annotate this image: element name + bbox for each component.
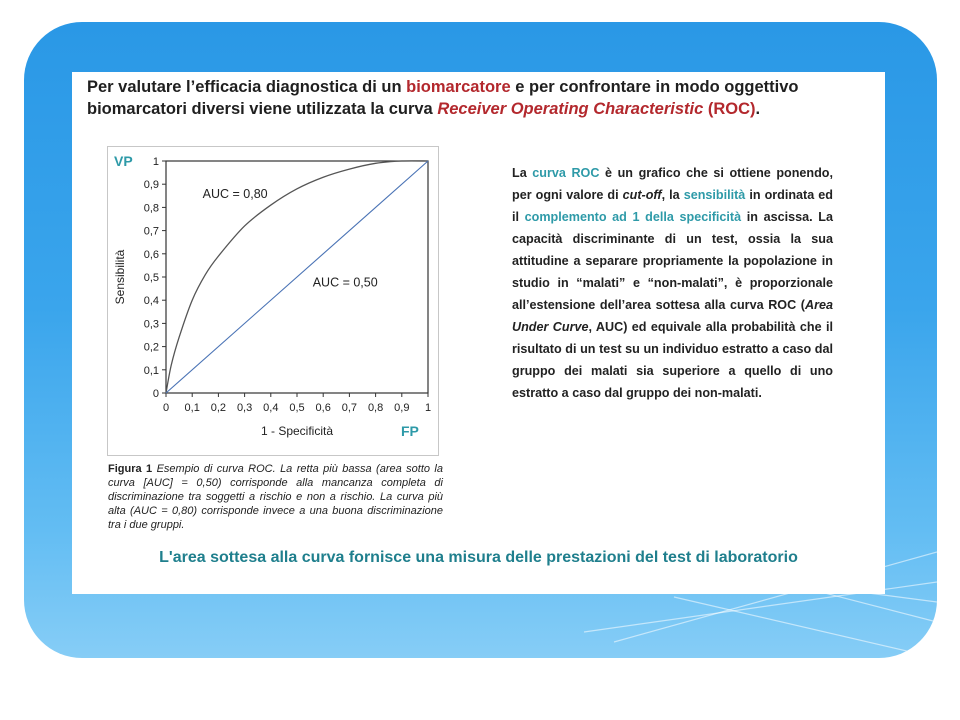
y-tick-label: 0,2 — [143, 341, 159, 354]
heading-highlight-roc: (ROC) — [703, 100, 756, 118]
x-tick-label: 0,6 — [315, 402, 331, 414]
x-corner-label: FP — [401, 423, 419, 439]
heading-highlight-roc-name: Receiver Operating Characteristic — [437, 100, 704, 118]
heading-highlight-biomarcatore: biomarcatore — [406, 78, 511, 96]
x-tick-label: 0,3 — [236, 402, 253, 414]
y-tick-label: 0,1 — [143, 364, 159, 377]
slide-content — [72, 72, 885, 594]
roc-chart-svg — [108, 147, 438, 455]
para-text: è un grafico che si ottiene ponendo, per ogni valore di — [512, 166, 834, 202]
heading-text-3: . — [755, 100, 761, 118]
roc-chart — [107, 146, 439, 456]
y-tick-label: 0,3 — [143, 318, 159, 331]
y-tick-label: 0 — [152, 388, 159, 400]
figure-caption — [108, 462, 443, 532]
y-tick-label: 1 — [152, 156, 159, 168]
y-axis-label: Sensibilità — [113, 249, 127, 305]
y-tick-label: 0,8 — [143, 202, 159, 215]
y-corner-label: VP — [114, 153, 133, 169]
para-highlight: complemento ad 1 della specificità — [524, 210, 742, 224]
caption-text: Esempio di curva ROC. La retta più bassa (area sotto la curva [AUC] = 0,50) corrisponde alla mancanza completa di discriminazione tra soggetti a rischio e non a rischio. La curva più alta (AUC = 0,80) corrisponde invece a una buona discriminazione tra i due gruppi. — [108, 463, 443, 531]
y-tick-label: 0,5 — [143, 272, 159, 284]
caption-label: Figura 1 — [108, 463, 153, 475]
para-text: in ascissa. La capacità discriminante di un test, ossia la sua attitudine a separare propriamente la popolazione in studio in “malati” e “non-malati”, è proporzionale all’estensione dell’area sottesa alla curva ROC ( — [512, 210, 833, 312]
para-italic: cut-off — [622, 188, 662, 202]
para-italic: Area Under Curve — [512, 298, 833, 334]
para-highlight: sensibilità — [683, 188, 746, 202]
explanation-paragraph — [512, 162, 833, 404]
y-tick-label: 0,9 — [143, 179, 159, 192]
heading — [87, 76, 877, 120]
y-tick-label: 0,7 — [143, 225, 159, 238]
series-label-auc-050: AUC = 0,50 — [312, 275, 378, 290]
y-tick-label: 0,6 — [143, 248, 159, 261]
x-tick-label: 0,7 — [341, 402, 358, 414]
x-tick-label: 0,2 — [210, 402, 227, 414]
para-text: , la — [661, 188, 684, 202]
x-tick-label: 0,1 — [184, 402, 200, 414]
series-label-auc-080: AUC = 0,80 — [202, 187, 268, 202]
x-tick-label: 0,5 — [289, 402, 305, 414]
y-tick-label: 0,4 — [143, 295, 159, 308]
para-highlight: curva ROC — [532, 166, 600, 180]
heading-text-1: Per valutare l’efficacia diagnostica di un — [87, 78, 407, 96]
x-axis-label: 1 - Specificità — [260, 424, 334, 438]
heading-text-2: e per confrontare in modo oggettivo biomarcatori diversi viene utilizzata la curva — [87, 78, 799, 118]
x-tick-label: 0,4 — [263, 402, 279, 414]
para-text: La — [512, 166, 533, 180]
x-tick-label: 0,9 — [394, 402, 410, 414]
x-tick-label: 0 — [162, 402, 170, 414]
para-text: , AUC) ed equivale alla probabilità che il risultato di un test su un individuo estratto a caso dal gruppo dei malati sia superiore a quello di uno estratto a caso dal gruppo dei non-malati. — [512, 320, 833, 400]
bottom-statement: L'area sottesa alla curva fornisce una misura delle prestazioni del test di laboratorio — [159, 549, 798, 566]
para-text: in ordinata ed il — [512, 188, 833, 224]
x-tick-label: 0,8 — [367, 402, 384, 414]
x-tick-label: 1 — [424, 402, 432, 414]
